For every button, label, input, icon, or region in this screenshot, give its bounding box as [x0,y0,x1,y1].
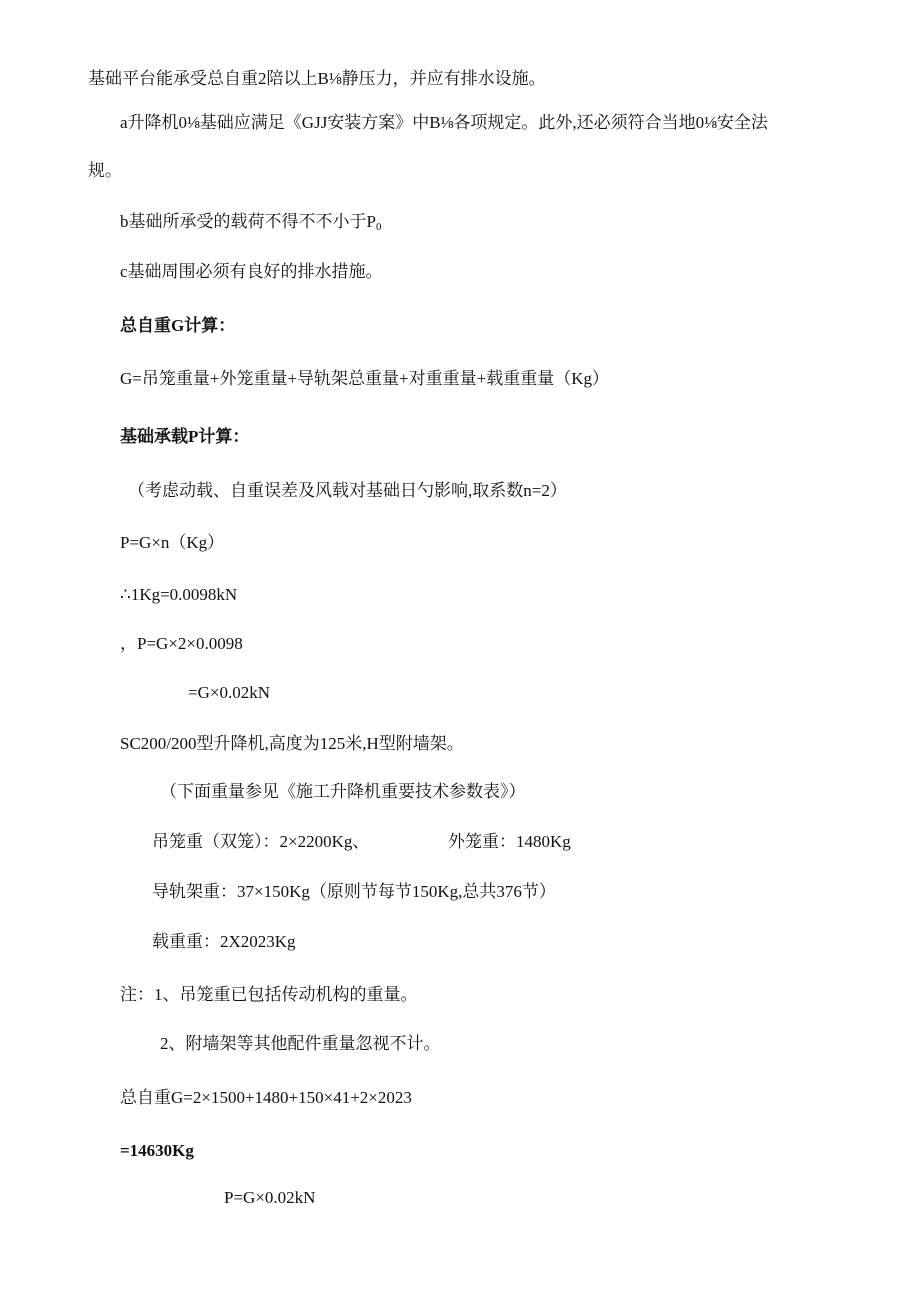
heading-foundation-load: 基础承载P计算： [120,427,250,446]
formula-p-expanded: ，P=G×2×0.0098 [120,634,243,653]
text-machine-spec: SC200/200型升降机,高度为125米,H型附墙架。 [120,734,464,753]
text-reference: （下面重量参见《施工升降机重要技术参数表》） [160,782,526,801]
note-1: 注：1、吊笼重已包括传动机构的重量。 [120,985,418,1004]
text-line-5: c基础周围必须有良好的排水措施。 [120,262,383,281]
text-load-weight: 载重重：2X2023Kg [152,932,296,951]
formula-unit: ∴1Kg=0.0098kN [120,585,238,604]
formula-p: P=G×n（Kg） [120,533,225,552]
text-rail-weight: 导轨架重：37×150Kg（原则节每节150Kg,总共376节） [152,882,556,901]
formula-p-final: P=G×0.02kN [224,1188,316,1207]
text-cage-weight: 吊笼重（双笼）：2×2200Kg、 [152,832,370,851]
text-outer-cage-weight: 外笼重：1480Kg [448,832,571,851]
total-weight-result: =14630Kg [120,1141,194,1160]
heading-total-weight: 总自重G计算： [120,316,236,335]
formula-total-weight: 总自重G=2×1500+1480+150×41+2×2023 [120,1088,412,1107]
text-line-1: 基础平台能承受总自重2陪以上B⅛静压力，并应有排水设施。 [88,69,546,88]
text-line-2: a升降机0⅛基础应满足《GJJ安装方案》中B⅛各项规定。此外,还必须符合当地0⅛安全法 [120,113,768,132]
text-line-4-main: b基础所承受的载荷不得不不小于P [120,212,376,231]
formula-g: G=吊笼重量+外笼重量+导轨架总重量+对重重量+载重重量（Kg） [120,369,609,388]
text-line-4 [120,211,381,238]
text-line-coefficient: （考虑动载、自重误差及风载对基础日勺影响,取系数n=2） [128,481,567,500]
note-2: 2、附墙架等其他配件重量忽视不计。 [160,1034,441,1053]
formula-p-result: =G×0.02kN [188,683,270,702]
text-line-3: 规。 [88,161,122,180]
subscript-0: 0 [375,221,382,233]
